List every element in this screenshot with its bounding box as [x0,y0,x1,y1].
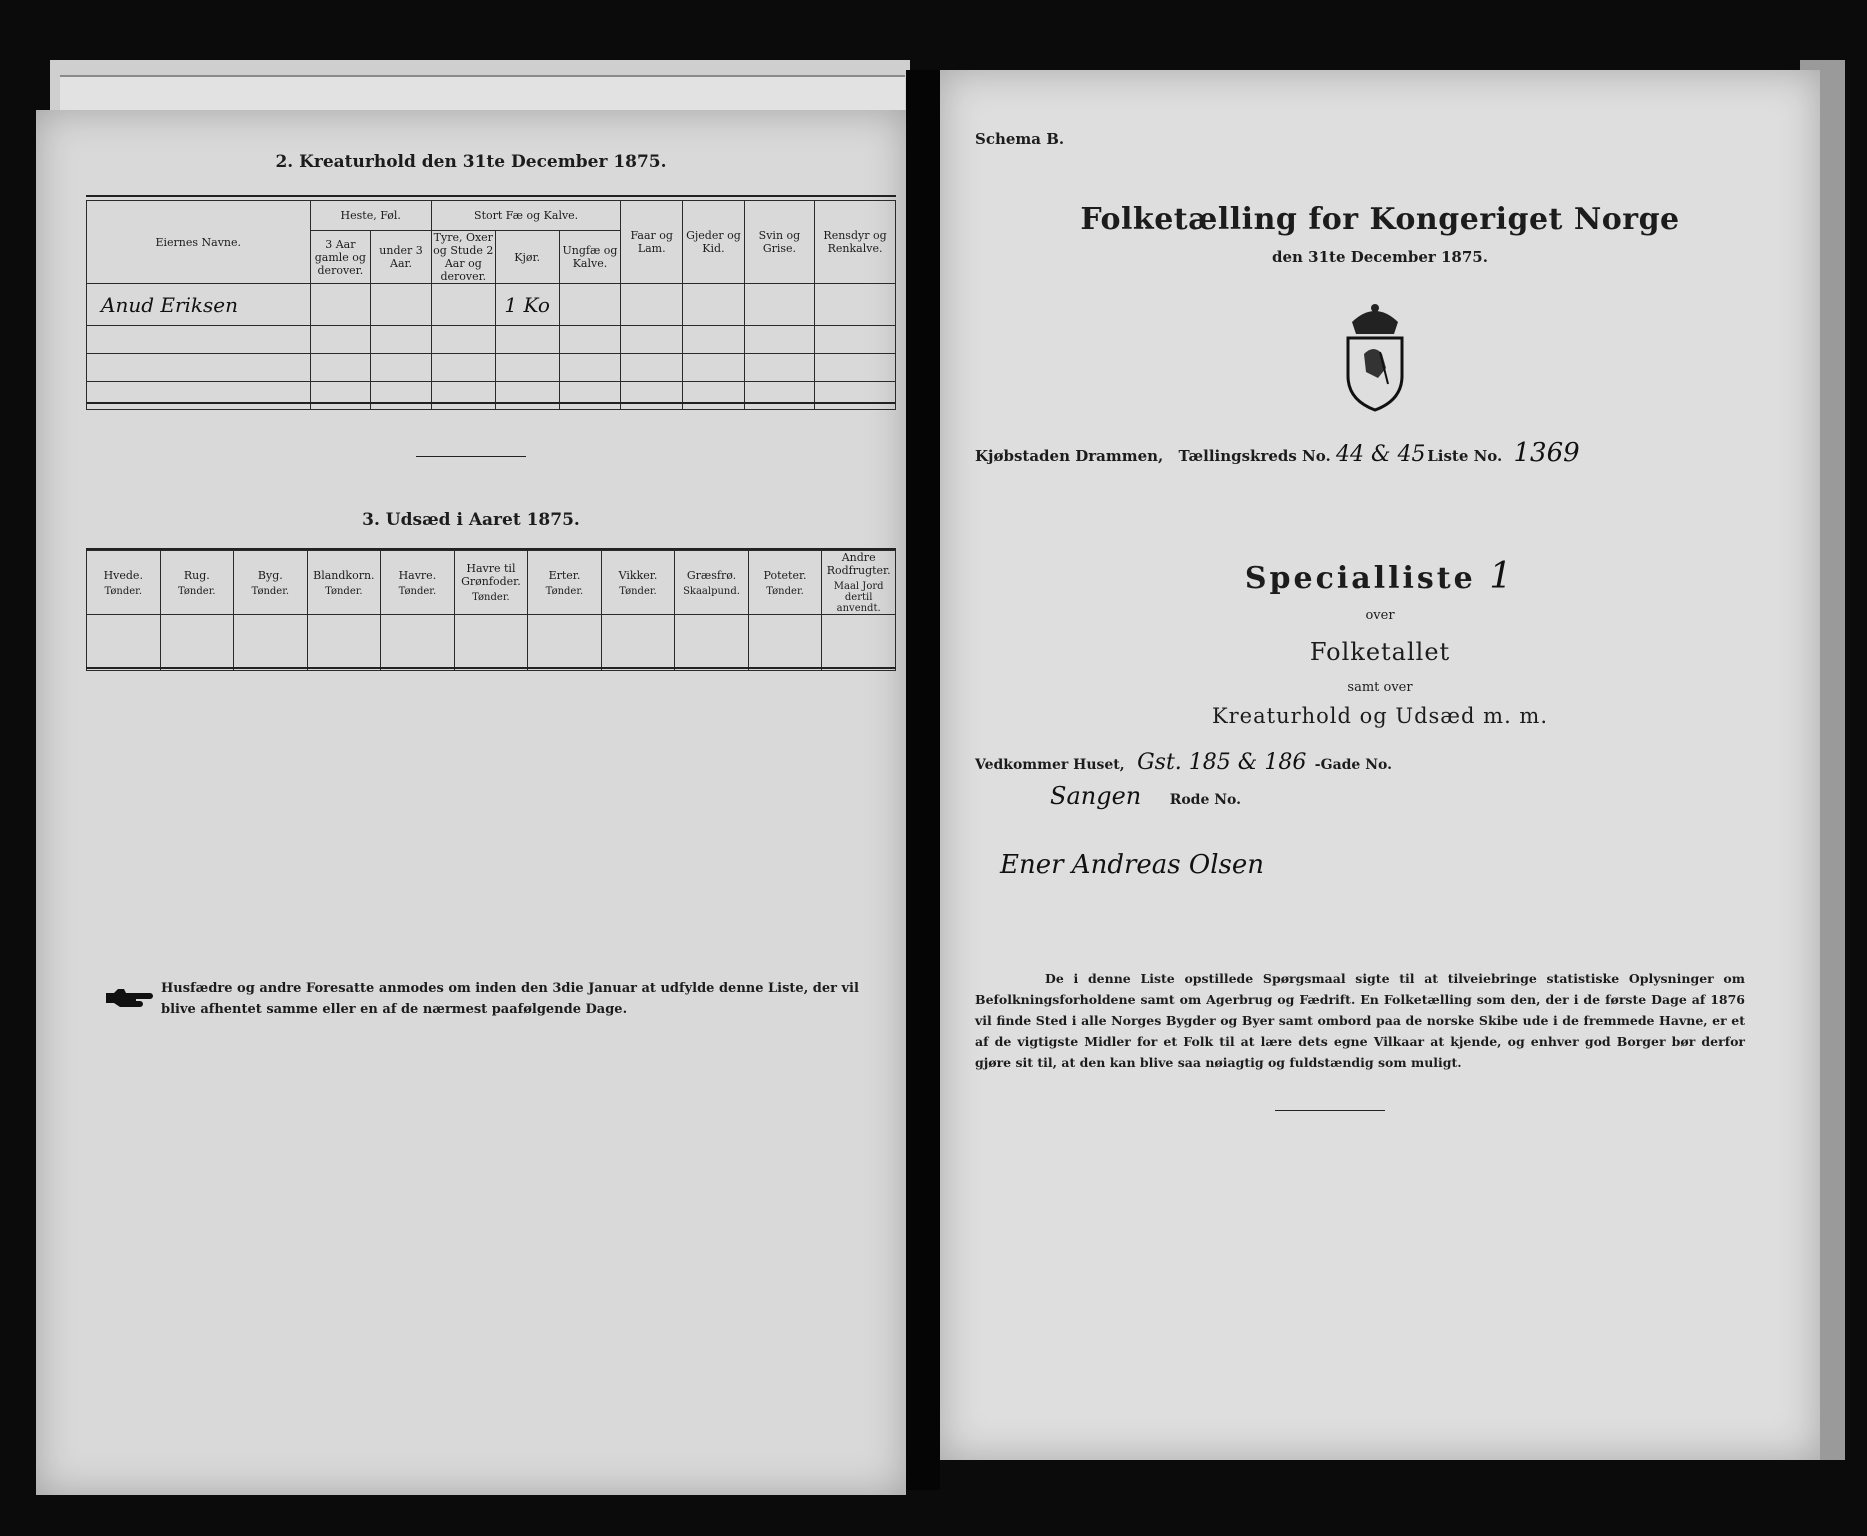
header-goats: Gjeder og Kid. [683,201,745,284]
rode-value: Sangen [1050,782,1142,810]
right-page [940,70,1820,1460]
sowing-header [601,551,675,615]
folketallet: Folketallet [1309,638,1451,666]
sowing-crop: Blandkorn. [313,568,375,582]
sowing-crop: Havre. [398,568,437,582]
sowing-unit: Skaalpund. [683,585,740,597]
sowing-cell [307,615,381,671]
separator [416,456,526,457]
sowing-cell [381,615,455,671]
explanatory-paragraph: De i denne Liste opstillede Spørgsmaal sigte til at tilveiebringe statistiske Oplysninger om Befolkningsforholdene samt om Agerbrug og Fædrift. En Folketælling som den, der i de første Dage af 1876 vil finde Sted i alle Norges Bygder og Byer samt ombord paa de norske Skibe ude i de fremmede Havne, er et af de vigtigste Midler for et Folk til at lære dets egne Vilkaar at kjende, og enhver god Borger bør derfor gjøre sit til, at den kan blive saa nøiagtig og fuldstændig som muligt. [975,971,1745,1070]
header-pigs: Svin og Grise. [744,201,814,284]
coat-of-arms-icon [1330,302,1420,412]
header-sheep: Faar og Lam. [621,201,683,284]
sowing-crop: Havre til Grønfoder. [461,562,521,588]
house-line [975,750,1392,775]
specialliste-label: Specialliste [1244,561,1476,596]
census-date: den 31te December 1875. [1272,248,1488,266]
signature: Ener Andreas Olsen [1000,850,1264,880]
header-bulls: Tyre, Oxer og Stude 2 Aar og derover. [433,231,494,283]
livestock-table [86,200,896,410]
house-label: Vedkommer Huset, [975,757,1125,773]
cell [310,284,371,326]
sowing-cell [675,615,749,671]
top-rule [86,195,896,197]
sowing-cell [601,615,675,671]
samt-over: samt over [1347,680,1413,695]
cell [431,284,495,326]
sowing-crop: Græsfrø. [686,568,737,582]
over-text: over [1365,608,1395,623]
sowing-crop: Poteter. [763,568,807,582]
sowing-cell [528,615,602,671]
list-value: 1369 [1513,438,1580,468]
header-owner: Eiernes Navne. [87,201,311,284]
gade-label: -Gade No. [1314,757,1392,773]
sowing-header [454,551,528,615]
sowing-crop: Andre Rodfrugter. [826,551,891,577]
kreaturhold-heading: Kreaturhold og Udsæd m. m. [1211,704,1549,728]
sowing-unit: Maal Jord dertil anvendt. [833,581,884,614]
sowing-header [748,551,822,615]
owner-name: Anud Eriksen [87,284,311,326]
specialliste-number: 1 [1489,556,1516,597]
table-bottom-rule [86,402,896,404]
notice-text: Husfædre og andre Foresatte anmodes om inden den 3die Januar at udfylde denne Liste, der vil blive afhentet samme eller en af de nærmest paafølgende Dage. [161,981,859,1017]
sowing-cell [87,615,161,671]
sowing-crop: Erter. [548,568,581,582]
header-cows: Kjør. [495,231,559,284]
sowing-crop: Vikker. [618,568,658,582]
sowing-cell [454,615,528,671]
sowing-crop: Rug. [183,568,210,582]
list-label: Liste No. [1427,447,1503,465]
sowing-unit: Tønder. [472,592,510,603]
cell [371,284,432,326]
sowing-unit: Tønder. [325,585,363,597]
left-page [36,110,906,1495]
sowing-unit: Tønder. [251,585,290,597]
closing-rule [1275,1110,1385,1111]
sowing-crop: Byg. [257,568,283,582]
district-label: Tællingskreds No. [1178,447,1331,465]
schema-label: Schema B. [975,130,1065,148]
sowing-cell [822,615,896,671]
sowing-header [822,551,896,615]
header-horses-adult: 3 Aar gamle og derover. [310,231,371,284]
sowing-cell [748,615,822,671]
sowing-header [381,551,455,615]
sowing-header [234,551,308,615]
sowing-unit: Tønder. [178,585,216,597]
sowing-cell [160,615,234,671]
book-spine [906,70,940,1490]
rode-line [1050,782,1241,810]
sowing-header [87,551,161,615]
cell [621,284,683,326]
sowing-table [86,550,896,671]
sowing-bottom-rule [86,667,896,669]
sowing-unit: Tønder. [104,585,143,597]
city-label: Kjøbstaden Drammen, [975,447,1164,465]
header-calves: Ungfæ og Kalve. [559,231,621,284]
sowing-cell [234,615,308,671]
cell [559,284,621,326]
sowing-header [675,551,749,615]
rode-label: Rode No. [1169,792,1241,808]
sowing-unit: Tønder. [398,585,437,597]
header-horses: Heste, Føl. [310,201,431,231]
header-horses-young: under 3 Aar. [371,231,432,284]
cell [683,284,745,326]
sowing-header [307,551,381,615]
main-title: Folketælling for Kongeriget Norge [1080,202,1680,237]
section2-title: 2. Kreaturhold den 31te December 1875. [275,152,667,172]
specialliste-heading [1190,556,1570,597]
sowing-crop: Hvede. [103,568,143,582]
sowing-unit: Tønder. [766,585,804,597]
cow-count: 1 Ko [495,284,559,326]
sowing-header [160,551,234,615]
header-reindeer: Rensdyr og Renkalve. [815,201,896,284]
sowing-unit: Tønder. [545,585,584,597]
cell [744,284,814,326]
section3-title: 3. Udsæd i Aaret 1875. [362,510,580,530]
header-cattle: Stort Fæ og Kalve. [431,201,620,231]
sowing-header [528,551,602,615]
location-line [975,438,1815,468]
sowing-unit: Tønder. [619,585,657,597]
cell [815,284,896,326]
district-value: 44 & 45 [1335,442,1426,467]
house-value: Gst. 185 & 186 [1137,750,1307,775]
pointing-hand-icon [104,985,154,1011]
